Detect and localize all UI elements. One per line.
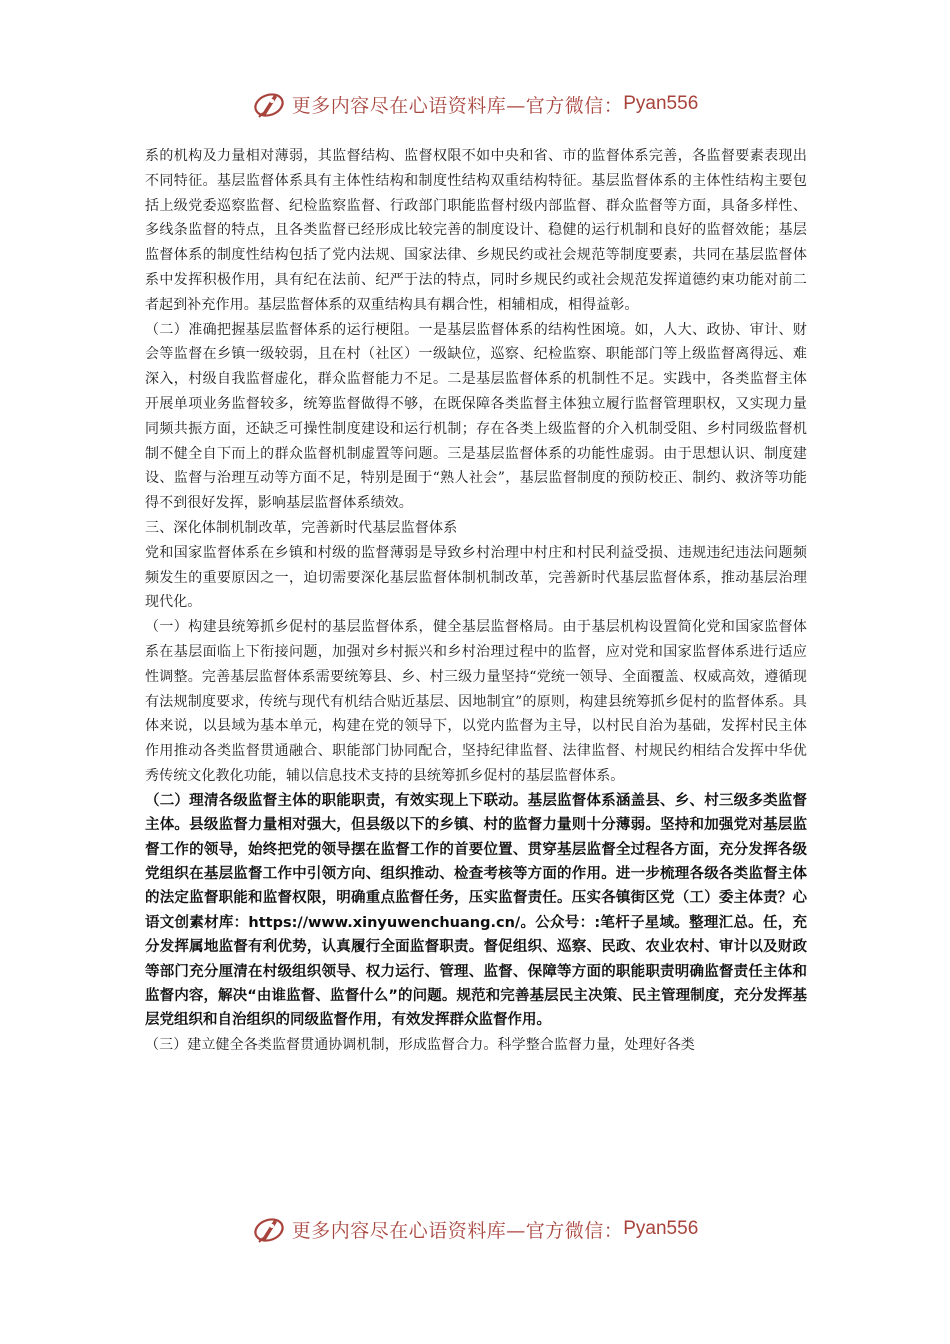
paragraph: 系的机构及力量相对薄弱，其监督结构、监督权限不如中央和省、市的监督体系完善，各监督要素表现出不同特征。基层监督体系具有主体性结构和制度性结构双重结构特征。基层监督体系的主体性结构主要包括上级党委巡察监督、纪检监察监督、行政部门职能监督村级内部监督、群众监督等方面，具备多样性、多线条监督的特点，且各类监督已经形成比较完善的制度设计、稳健的运行机制和良好的监督效能；基层监督体系的制度性结构包括了党内法规、国家法律、乡规民约或社会规范等制度要素，共同在基层监督体系中发挥积极作用，具有纪在法前、纪严于法的特点，同时乡规民约或社会规范发挥道德约束功能对前二者起到补充作用。基层监督体系的双重结构具有耦合性，相辅相成，相得益彰。 [145, 148, 807, 313]
paragraph: （二）准确把握基层监督体系的运行梗阻。一是基层监督体系的结构性困境。如，人大、政协、审计、财会等监督在乡镇一级较弱，且在村（社区）一级缺位，巡察、纪检监察、职能部门等上级监督离得远、难深入，村级自我监督虚化，群众监督能力不足。二是基层监督体系的机制性不足。实践中，各类监督主体开展单项业务监督较多，统筹监督做得不够，在既保障各类监督主体独立履行监督管理职权，又实现力量同频共振方面，还缺乏可操性制度建设和运行机制；存在各类上级监督的介入机制受阻、乡村同级监督机制不健全自下而上的群众监督机制虚置等问题。三是基层监督体系的功能性虚弱。由于思想认识、制度建设、监督与治理互动等方面不足，特别是囿于“熟人社会”，基层监督制度的预防校正、制约、救济等功能得不到很好发挥，影响基层监督体系绩效。 [145, 321, 807, 512]
pen-nib-logo-icon [252, 1212, 286, 1246]
wechat-id: Pyan556 [623, 93, 699, 114]
banner-text: 更多内容尽在心语资料库—官方微信： [291, 1219, 624, 1242]
paragraph: （三）建立健全各类监督贯通协调机制，形成监督合力。科学整合监督力量，处理好各类 [145, 1036, 695, 1053]
footer-banner [0, 1209, 950, 1249]
paragraph: 党和国家监督体系在乡镇和村级的监督薄弱是导致乡村治理中村庄和村民利益受损、违规违纪违法问题频频发生的重要原因之一，迫切需要深化基层监督体制机制改革，完善新时代基层监督体系，推动基层治理现代化。 [145, 544, 807, 611]
pen-nib-logo-icon [252, 87, 286, 121]
section-heading: 三、深化体制机制改革，完善新时代基层监督体系 [145, 519, 458, 536]
wechat-id: Pyan556 [623, 1218, 699, 1239]
document-body [145, 144, 807, 1058]
banner-text: 更多内容尽在心语资料库—官方微信： [291, 94, 624, 117]
bold-paragraph: （二）理清各级监督主体的职能职责，有效实现上下联动。基层监督体系涵盖县、乡、村三级多类监督主体。县级监督力量相对强大，但县级以下的乡镇、村的监督力量则十分薄弱。坚持和加强党对基层监督工作的领导，始终把党的领导摆在监督工作的首要位置、贯穿基层监督全过程各方面，充分发挥各级党组织在基层监督工作中引领方向、组织推动、检查考核等方面的作用。进一步梳理各级各类监督主体的法定监督职能和监督权限，明确重点监督任务，压实监督责任。压实各镇街区党（工）委主体责？心语文创素材库：https://www.xinyuwenchuang.cn/。公众号：:笔杆子星域。整理汇总。任，充分发挥属地监督有利优势，认真履行全面监督职责。督促组织、巡察、民政、农业农村、审计以及财政等部门充分厘清在村级组织领导、权力运行、管理、监督、保障等方面的职能职责明确监督责任主体和监督内容，解决“由谁监督、监督什么”的问题。规范和完善基层民主决策、民主管理制度，充分发挥基层党组织和自治组织的同级监督作用，有效发挥群众监督作用。 [145, 792, 807, 1029]
header-banner [0, 84, 950, 124]
paragraph: （一）构建县统筹抓乡促村的基层监督体系，健全基层监督格局。由于基层机构设置简化党和国家监督体系在基层面临上下衔接问题，加强对乡村振兴和乡村治理过程中的监督，应对党和国家监督体系进行适应性调整。完善基层监督体系需要统筹县、乡、村三级力量坚持“党统一领导、全面覆盖、权威高效，遵循现有法规制度要求，传统与现代有机结合贴近基层、因地制宜”的原则，构建县统筹抓乡促村的监督体系。具体来说，以县域为基本单元，构建在党的领导下，以党内监督为主导，以村民自治为基础，发挥村民主体作用推动各类监督贯通融合、职能部门协同配合，坚持纪律监督、法律监督、村规民约相结合发挥中华优秀传统文化教化功能，辅以信息技术支持的县统筹抓乡促村的基层监督体系。 [145, 619, 807, 784]
